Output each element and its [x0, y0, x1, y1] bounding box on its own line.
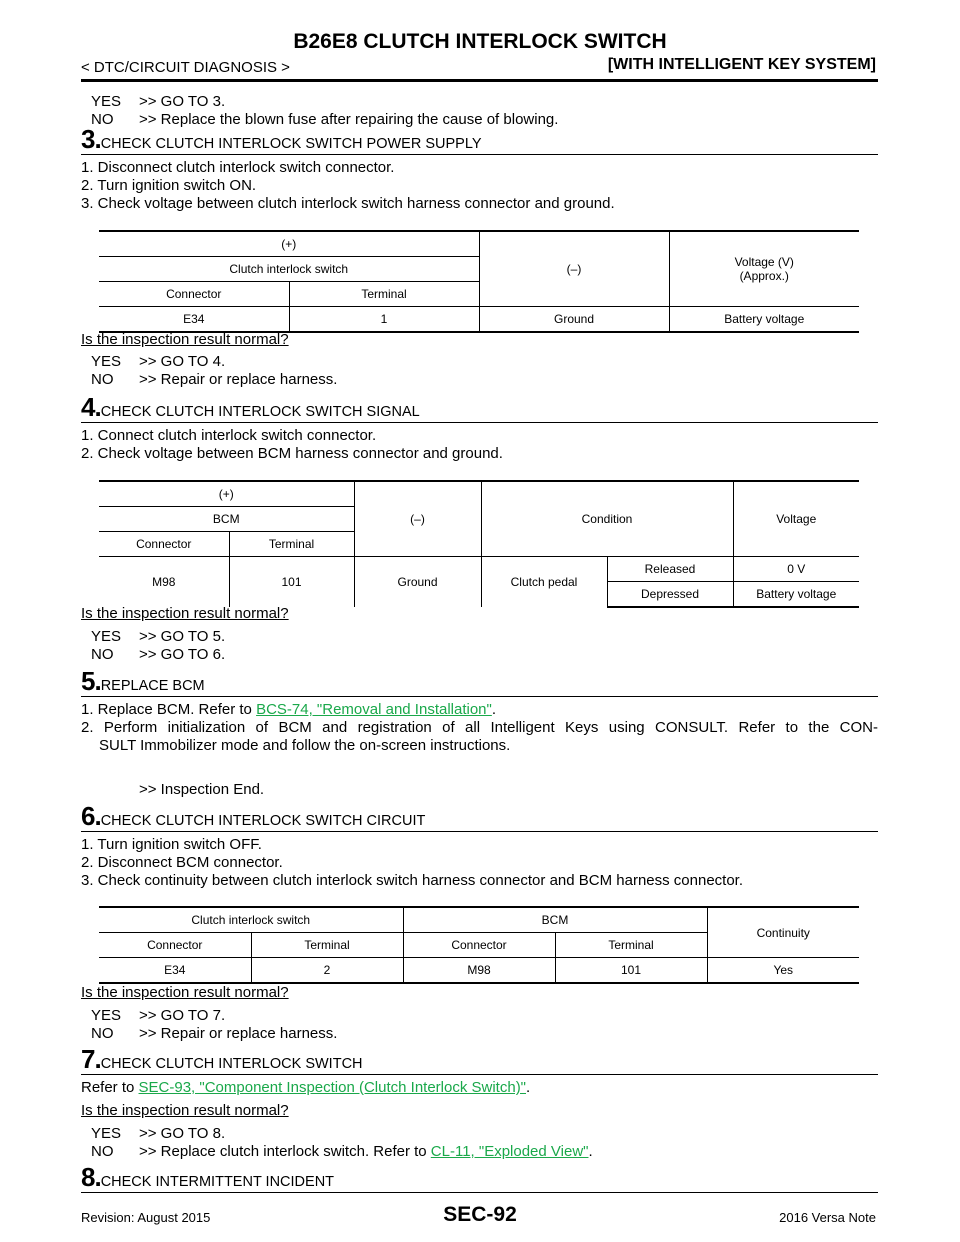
header-cell: Clutch interlock switch [99, 257, 479, 282]
no-label: NO [91, 111, 114, 128]
sec-93-link[interactable]: SEC-93, "Component Inspection (Clutch Interlock Switch)" [138, 1079, 527, 1096]
inspection-end: >> Inspection End. [139, 781, 265, 798]
no-text: >> Replace the blown fuse after repairing the cause of blowing. [139, 111, 559, 128]
header-cell: Continuity [707, 907, 859, 958]
table-cell: 1 [289, 307, 479, 333]
step-rule [81, 696, 878, 697]
yes-label: YES [91, 1125, 122, 1142]
step-title: REPLACE BCM [100, 678, 205, 694]
no-line [91, 646, 225, 664]
step-number: 8. [81, 1162, 101, 1192]
item-text: . [491, 701, 497, 718]
step-title: CHECK CLUTCH INTERLOCK SWITCH POWER SUPPLY [100, 136, 482, 152]
header-cell: Terminal [289, 282, 479, 307]
step-3-item-3: 3. Check voltage between clutch interlock switch harness connector and ground. [81, 195, 615, 212]
step-rule [81, 1074, 878, 1075]
table-cell: E34 [99, 307, 289, 333]
step-title: CHECK CLUTCH INTERLOCK SWITCH CIRCUIT [100, 813, 426, 829]
step-7-heading [81, 1044, 363, 1075]
header-cell: Voltage (V) (Approx.) [669, 231, 859, 307]
question: Is the inspection result normal? [81, 1102, 289, 1119]
table-cell: Battery voltage [669, 307, 859, 333]
table-cell: M98 [99, 557, 229, 608]
step-rule [81, 422, 878, 423]
no-line [91, 1025, 337, 1043]
header-cell: Clutch interlock switch [99, 907, 403, 933]
header-cell: (+) [99, 481, 354, 507]
table-cell: 0 V [733, 557, 859, 582]
no-text: >> Replace clutch interlock switch. Refer to [139, 1143, 431, 1160]
no-text: . [588, 1143, 593, 1160]
header-cell: Connector [99, 532, 229, 557]
header-cell: Voltage [733, 481, 859, 557]
header-cell: (+) [99, 231, 479, 257]
header-cell: BCM [403, 907, 707, 933]
table-cell: Ground [354, 557, 481, 608]
no-label: NO [91, 1143, 114, 1160]
header-cell: Connector [99, 282, 289, 307]
table-cell: Yes [707, 958, 859, 984]
yes-text: >> GO TO 5. [139, 628, 226, 645]
table-cell: Released [607, 557, 733, 582]
yes-label: YES [91, 93, 122, 110]
step-number: 6. [81, 801, 101, 831]
voltage-table-step4 [99, 480, 859, 608]
step-number: 7. [81, 1044, 101, 1074]
table-cell: 2 [251, 958, 403, 984]
step-3-item-2: 2. Turn ignition switch ON. [81, 177, 257, 194]
system-label: [WITH INTELLIGENT KEY SYSTEM] [607, 56, 876, 73]
step-6-item-3: 3. Check continuity between clutch interlock switch harness connector and BCM harness connector. [81, 872, 744, 889]
step-rule [81, 831, 878, 832]
step-7-reference [81, 1079, 530, 1097]
yes-line [91, 1007, 225, 1025]
no-label: NO [91, 646, 114, 663]
step-4-item-1: 1. Connect clutch interlock switch connector. [81, 427, 377, 444]
voltage-table-step3 [99, 230, 859, 333]
yes-line [91, 1125, 225, 1143]
step-number: 3. [81, 124, 101, 154]
table-cell: 101 [555, 958, 707, 984]
yes-label: YES [91, 628, 122, 645]
no-text: >> GO TO 6. [139, 646, 226, 663]
header-cell: (–) [479, 231, 669, 307]
table-cell: M98 [403, 958, 555, 984]
step-title: CHECK CLUTCH INTERLOCK SWITCH [100, 1056, 363, 1072]
step-5-item-1 [81, 701, 496, 719]
no-label: NO [91, 1025, 114, 1042]
step-rule [81, 1192, 878, 1193]
step-rule [81, 154, 878, 155]
step-5-item-2: 2. Perform initialization of BCM and registration of all Intelligent Keys using CONSULT. Refer to the CON- [81, 719, 878, 736]
step-6-item-2: 2. Disconnect BCM connector. [81, 854, 283, 871]
ref-text: . [526, 1079, 531, 1096]
page-number: SEC-92 [443, 1203, 517, 1226]
bcs-74-link[interactable]: BCS-74, "Removal and Installation" [256, 701, 492, 718]
table-row [99, 958, 859, 984]
step-5-heading [81, 666, 205, 697]
yes-line [91, 353, 225, 371]
header-cell: Connector [99, 933, 251, 958]
item-text: 1. Replace BCM. Refer to [81, 701, 257, 718]
step-4-heading [81, 392, 420, 423]
step-4-item-2: 2. Check voltage between BCM harness connector and ground. [81, 445, 503, 462]
continuity-table [99, 906, 859, 984]
intro-yes-line [91, 93, 225, 111]
yes-text: >> GO TO 8. [139, 1125, 226, 1142]
table-cell: 101 [229, 557, 354, 608]
header-cell: Terminal [555, 933, 707, 958]
table-cell: Clutch pedal [481, 557, 607, 608]
no-line [91, 371, 337, 389]
yes-text: >> GO TO 7. [139, 1007, 226, 1024]
header-cell: Terminal [229, 532, 354, 557]
step-number: 4. [81, 392, 101, 422]
header-cell: Terminal [251, 933, 403, 958]
model-name: 2016 Versa Note [779, 1210, 876, 1225]
step-title: CHECK CLUTCH INTERLOCK SWITCH SIGNAL [100, 404, 420, 420]
ref-text: Refer to [81, 1079, 139, 1096]
step-title: CHECK INTERMITTENT INCIDENT [100, 1174, 335, 1190]
question: Is the inspection result normal? [81, 331, 289, 348]
step-3-heading [81, 124, 482, 155]
step-5-item-2-cont: SULT Immobilizer mode and follow the on-screen instructions. [99, 737, 511, 754]
step-number: 5. [81, 666, 101, 696]
step-8-heading [81, 1162, 334, 1193]
no-text: >> Repair or replace harness. [139, 1025, 338, 1042]
no-label: NO [91, 371, 114, 388]
header-cell: Connector [403, 933, 555, 958]
yes-text: >> GO TO 4. [139, 353, 226, 370]
header-rule [81, 79, 878, 82]
table-cell: Ground [479, 307, 669, 333]
page-title: B26E8 CLUTCH INTERLOCK SWITCH [293, 30, 667, 53]
table-cell: Battery voltage [733, 582, 859, 608]
question: Is the inspection result normal? [81, 984, 289, 1001]
yes-label: YES [91, 353, 122, 370]
no-text: >> Repair or replace harness. [139, 371, 338, 388]
revision-date: Revision: August 2015 [81, 1210, 211, 1225]
yes-line [91, 628, 225, 646]
no-line [91, 1143, 593, 1161]
table-cell: Depressed [607, 582, 733, 608]
table-row [99, 557, 859, 582]
step-6-item-1: 1. Turn ignition switch OFF. [81, 836, 262, 853]
table-row [99, 307, 859, 333]
question: Is the inspection result normal? [81, 605, 289, 622]
step-6-heading [81, 801, 425, 832]
yes-label: YES [91, 1007, 122, 1024]
yes-text: >> GO TO 3. [139, 93, 226, 110]
header-cell: Condition [481, 481, 733, 557]
cl-11-link[interactable]: CL-11, "Exploded View" [430, 1143, 589, 1160]
step-3-item-1: 1. Disconnect clutch interlock switch connector. [81, 159, 395, 176]
header-cell: (–) [354, 481, 481, 557]
header-cell: BCM [99, 507, 354, 532]
table-cell: E34 [99, 958, 251, 984]
breadcrumb: < DTC/CIRCUIT DIAGNOSIS > [81, 59, 290, 76]
